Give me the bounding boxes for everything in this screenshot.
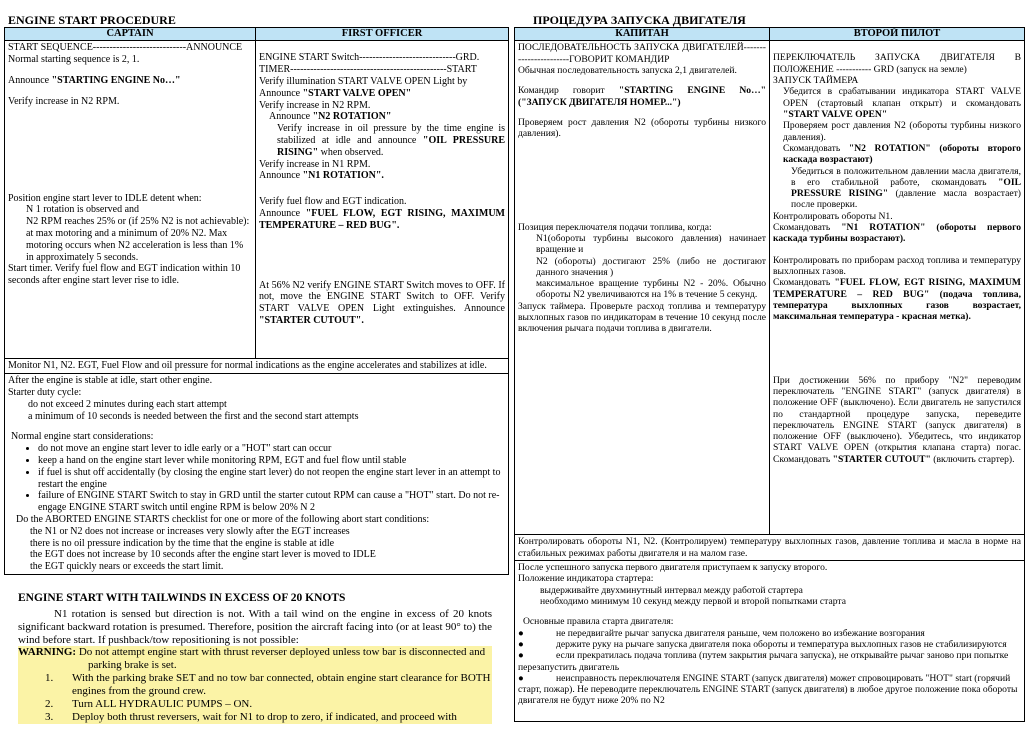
n2-rpm-line: N2 RPM reaches 25% or (if 25% N2 is not achievable):	[26, 216, 250, 228]
announce-starting-line: Announce "STARTING ENGINE No…"	[8, 74, 181, 86]
right-page-title: ПРОЦЕДУРА ЗАПУСКА ДВИГАТЕЛЯ	[533, 13, 746, 27]
list-item: • if fuel is shut off accidentally (by closing the engine start lever) do not reopen the engine start lever in an attempt to restart the engine	[38, 467, 505, 491]
starter-title-ru: Положение индикатора стартера:	[518, 573, 654, 585]
start-timer-line: Start timer. Verify fuel flow and EGT indication within 10 seconds after engine start lever rise to idle.	[8, 263, 241, 287]
first-officer-column-header: FIRST OFFICER	[256, 28, 509, 41]
list-item: • do not move an engine start lever to idle early or a "HOT" start can occur	[38, 443, 505, 455]
engine-start-switch-line: ENGINE START Switch-----------------------------GRD.	[259, 52, 480, 64]
announce-n1-line: Announce "N1 ROTATION".	[259, 170, 384, 182]
max-motoring-line: at max motoring and a minimum of 20% N2. Max motoring occurs when N2 acceleration is less than 1% in approximately 5 seconds.	[26, 227, 244, 263]
aborted-title: Do the ABORTED ENGINE STARTS checklist for one or more of the following abort start conditions:	[16, 513, 430, 525]
first-officer-cell-ru	[770, 41, 1025, 535]
first-officer-column-header-ru: ВТОРОЙ ПИЛОТ	[770, 28, 1025, 41]
first-officer-cell	[256, 41, 509, 359]
announce-n2-rotation-line: Announce "N2 ROTATION"	[269, 111, 392, 123]
tailwind-section	[18, 592, 492, 724]
normal-sequence-line: Normal starting sequence is 2, 1.	[8, 54, 140, 66]
duty-cycle-item: do not exceed 2 minutes during each start attempt	[28, 398, 227, 410]
aborted-item: the EGT quickly nears or exceeds the start limit.	[30, 561, 224, 573]
warning-step: 2. Turn ALL HYDRAULIC PUMPS – ON.	[45, 698, 253, 711]
start-sequence-line: START SEQUENCE----------------------------ANNOUNCE	[8, 42, 243, 54]
fuel-flow-cmd-ru: Скомандовать "FUEL FLOW, EGT RISING, MAXIMUM TEMPERATURE – RED BUG" (подача топлива, температура выхлопных газов возрастает, максимальная температура - красная метка).	[773, 277, 1021, 323]
announce-valve-open-line: Announce "START VALVE OPEN"	[259, 87, 412, 99]
timer-line: TIMER-----------------------------------------------START	[259, 64, 477, 76]
normal-sequence-ru: Обычная последовательность запуска 2,1 двигателей.	[518, 65, 737, 76]
list-item: • keep a hand on the engine start lever while monitoring RPM, EGT and fuel flow until stable	[38, 455, 505, 467]
rules-title-ru: Основные правила старта двигателя:	[523, 616, 674, 628]
rule-item-ru: ● если прекратилась подача топлива (путем закрытия рычага запуска), не открывайте рычаг заново при попытке перезапустить двигатель	[518, 650, 1009, 673]
duty-cycle-title: Starter duty cycle:	[8, 386, 82, 398]
n2-rpm-ru: N2 (обороты) достигают 25% (либо не достигают данного значения )	[536, 255, 766, 278]
warning-line: WARNING: Do not attempt engine start with thrust reverser deployed unless tow bar is disconnected and parking brake is set.	[18, 646, 486, 672]
captain-cell	[5, 41, 256, 359]
considerations-row	[5, 374, 509, 575]
aborted-item: the N1 or N2 does not increase or increases very slowly after the EGT increases	[30, 525, 350, 537]
oil-pressure-line: Verify increase in oil pressure by the time engine is stabilized at idle and announce "OIL PRESSURE RISING" when observed.	[277, 123, 506, 158]
starter-cutout-line: At 56% N2 verify ENGINE START Switch moves to OFF. If not, move the ENGINE START Switch to OFF. Verify START VALVE OPEN Light extinguishes. Announce "STARTER CUTOUT".	[259, 279, 505, 326]
n1-check-ru: Контролировать обороты N1.	[773, 210, 893, 222]
starter-item-ru: необходимо минимум 10 секунд между первой и второй попытками старта	[540, 595, 846, 607]
rule-item-ru: ● не передвигайте рычаг запуска двигателя раньше, чем положено во избежание возгорания	[518, 627, 925, 639]
duty-cycle-item: a minimum of 10 seconds is needed between the first and the second start attempts	[28, 410, 359, 422]
aborted-item: there is no oil pressure indication by the time that the engine is stable at idle	[30, 537, 335, 549]
warning-step: 1. With the parking brake SET and no tow bar connected, obtain engine start clearance for BOTH engines from the ground crew.	[45, 672, 491, 698]
fuel-flow-ru: Контролировать по приборам расход топлива и температуру выхлопных газов.	[773, 254, 1021, 277]
n1-cmd-ru: Скомандовать "N1 ROTATION" (обороты первого каскада турбины возрастают).	[773, 222, 1021, 245]
oil-pressure-ru: Убедиться в положительном давлении масла двигателя, в его стабильной работе, скомандовать "OIL PRESSURE RISING" (давление масла возрастает) после проверки.	[791, 165, 1021, 211]
fo-n2-check-ru: Проверяем рост давления N2 (обороты турбины низкого давления).	[783, 120, 1021, 143]
verify-n2-line: Verify increase in N2 RPM.	[8, 95, 120, 107]
normal-considerations-list	[8, 443, 505, 514]
monitor-row-ru: Контролировать обороты N1, N2. (Контролируем) температуру выхлопных газов, давление топлива и масла в норме на стабильных режимах работы двигателя и на малом газе.	[515, 535, 1025, 561]
after-first-ru: После успешного запуска первого двигателя приступаем к запуску второго.	[518, 562, 828, 573]
left-page-title: ENGINE START PROCEDURE	[8, 13, 176, 27]
right-procedure-table	[514, 27, 1025, 722]
warning-box	[18, 646, 492, 724]
engine-start-switch-ru: ПЕРЕКЛЮЧАТЕЛЬ ЗАПУСКА ДВИГАТЕЛЯ В ПОЛОЖЕНИЕ ----------- GRD (запуск на земле)	[773, 52, 1021, 75]
verify-valve-light-line: Verify illumination START VALVE OPEN Light by	[259, 75, 468, 87]
warning-label: WARNING:	[18, 646, 77, 659]
after-stable-line: After the engine is stable at idle, start other engine.	[8, 375, 213, 387]
n1-rotation-line: N 1 rotation is observed and	[26, 204, 140, 216]
starter-item-ru: выдерживайте двухминутный интервал между работой стартера	[540, 584, 803, 596]
list-item: • failure of ENGINE START Switch to stay in GRD until the starter cutout RPM can cause a "HOT" start. Do not re-engage ENGINE START switch until engine RPM is below 20% N 2	[38, 490, 505, 514]
position-lever-ru: Позиция переключателя подачи топлива, когда:	[518, 221, 712, 233]
fo-n2-cmd-ru: Скомандовать "N2 ROTATION" (обороты второго каскада возрастают)	[783, 142, 1021, 166]
valve-open-ru: Убедится в срабатывании индикатора START VALVE OPEN (стартовый клапан открыт) и скомандовать "START VALVE OPEN"	[783, 86, 1021, 120]
rule-item-ru: ● неисправность переключателя ENGINE START (запуск двигателя) может спровоцировать "HOT" start (горячий старт, пожар). Не переводите переключатель ENGINE START (запуск двигателя) в любое другое положение пока обороты двигателя не будут ниже 20% по N2	[518, 672, 1018, 707]
aborted-item: the EGT does not increase by 10 seconds after the engine start lever is moved to IDLE	[30, 549, 376, 561]
n1-rotation-ru: N1(обороты турбины высокого давления) начинает вращение и	[536, 232, 766, 256]
captain-says-ru: Командир говорит "STARTING ENGINE No…" ("ЗАПУСК ДВИГАТЕЛЯ НОМЕР...")	[518, 85, 767, 108]
start-sequence-ru: ПОСЛЕДОВАТЕЛЬНОСТЬ ЗАПУСКА ДВИГАТЕЛЕЙ-----------------------ГОВОРИТ КОМАНДИР	[518, 42, 766, 65]
normal-considerations-title: Normal engine start considerations:	[11, 431, 154, 443]
max-motoring-ru: максимальное вращение турбины N2 - 20%. Обычно обороты N2 увеличиваются на 1% в течение 5 секунд.	[536, 278, 766, 301]
timer-ru: ЗАПУСК ТАЙМЕРА	[773, 75, 859, 86]
position-lever-line: Position engine start lever to IDLE detent when:	[8, 192, 202, 204]
verify-fuel-flow-line: Verify fuel flow and EGT indication.	[259, 196, 407, 208]
fo-verify-n2-line: Verify increase in N2 RPM.	[259, 99, 371, 111]
announce-fuel-flow-line: Announce "FUEL FLOW, EGT RISING, MAXIMUM TEMPERATURE – RED BUG".	[259, 207, 505, 231]
verify-n1-line: Verify increase in N1 RPM.	[259, 158, 371, 170]
captain-column-header: CAPTAIN	[5, 28, 256, 41]
tailwind-title: ENGINE START WITH TAILWINDS IN EXCESS OF 20 KNOTS	[18, 592, 346, 604]
start-timer-ru: Запуск таймера. Проверьте расход топлива и температуру выхлопных газов по индикаторам в течение 10 секунд после включения рычага подачи топлива в двигатели.	[518, 300, 766, 335]
tailwind-text: N1 rotation is sensed but direction is not. With a tail wind on the engine in excess of 20 knots significant backward rotation is presumed. Therefore, position the aircraft facing into (or at least 90° to) the wind before start. If pushback/tow repositioning is not possible:	[18, 607, 492, 646]
starter-cutout-ru: При достижении 56% по прибору "N2" переводим переключатель "ENGINE START" (запуск двигателя) в положение OFF (выключено). Если двигатель не запустился по стандартной процедуре запуска, переведите переключатель ENGINE START (запуск двигателя) в положение OFF (выключено). Убедитесь, что индикатор START VALVE OPEN (открытия клапана старта) погас. Скомандовать "STARTER CUTOUT" (включить стартер).	[773, 374, 1021, 465]
monitor-row: Monitor N1, N2. EGT, Fuel Flow and oil pressure for normal indications as the engine accelerates and stabilizes at idle.	[5, 359, 509, 374]
rule-item-ru: ● держите руку на рычаге запуска двигателя пока обороты и температура выхлопных газов не стабилизируются	[518, 638, 1007, 650]
captain-cell-ru	[515, 41, 770, 535]
captain-column-header-ru: КАПИТАН	[515, 28, 770, 41]
check-n2-ru: Проверяем рост давления N2 (обороты турбины низкого давления).	[518, 116, 766, 140]
considerations-row-ru	[515, 561, 1025, 722]
warning-step: 3. Deploy both thrust reversers, wait for N1 to drop to zero, if indicated, and proceed with	[45, 711, 457, 724]
left-procedure-table	[4, 27, 509, 575]
